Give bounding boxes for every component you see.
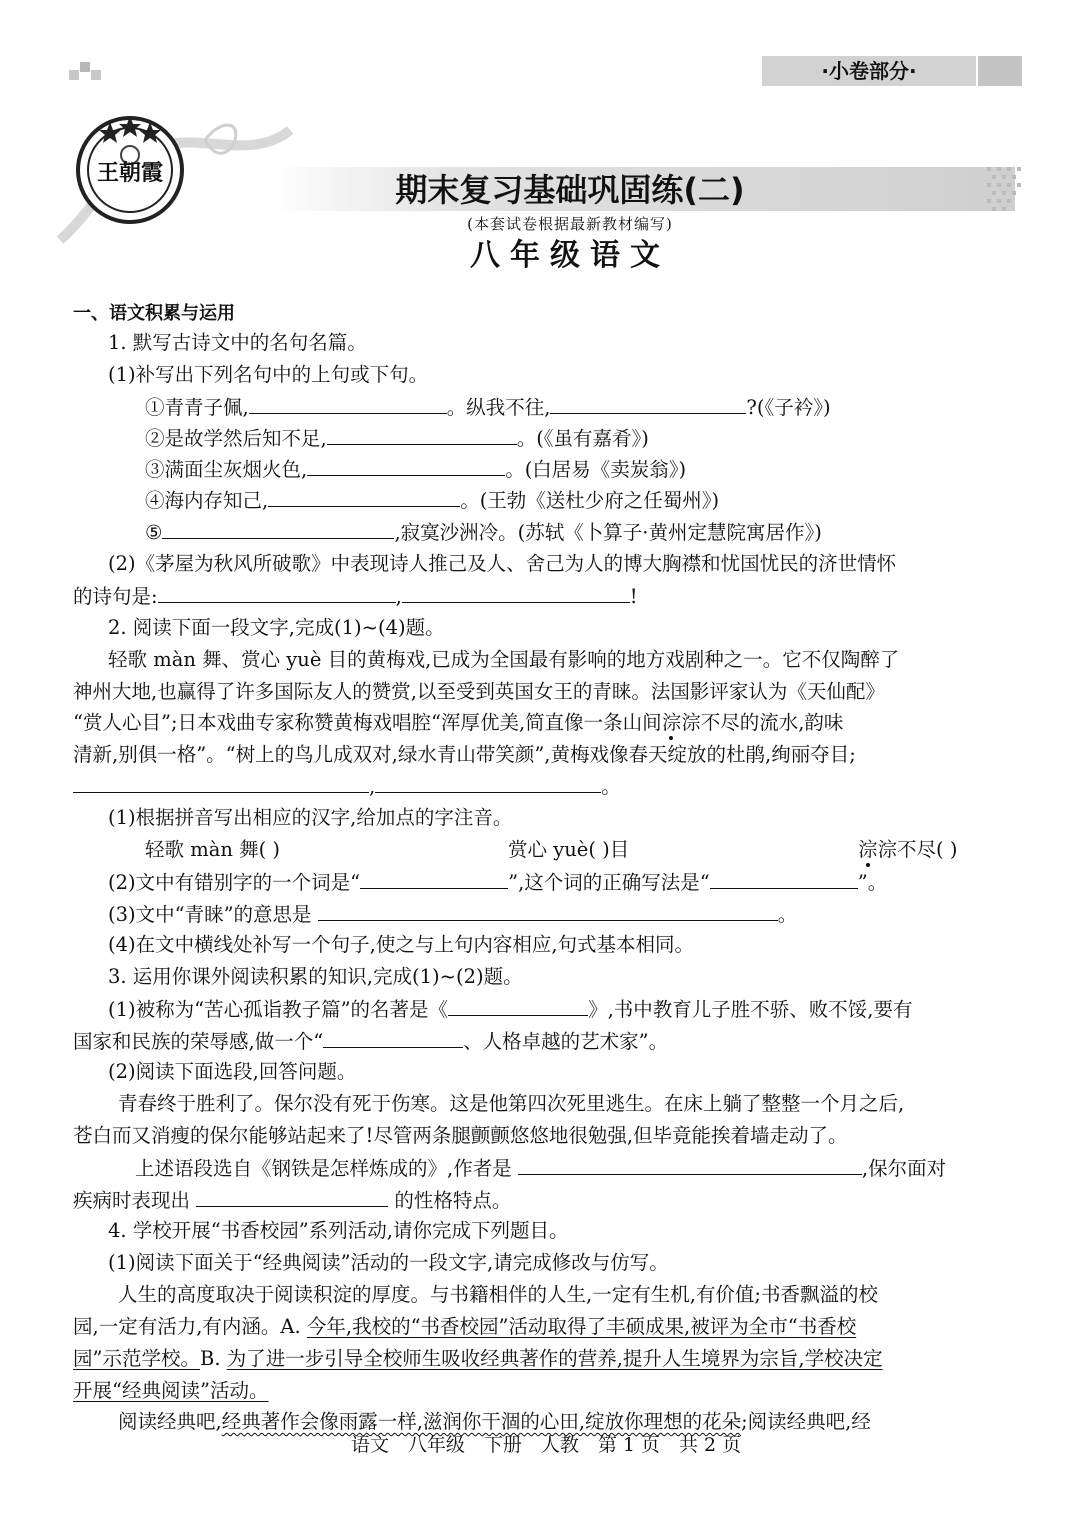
underlined-sentence-a: 今年,我校的“书香校园”活动取得了丰硕成果,被评为全市“书香校: [306, 1315, 857, 1338]
q4-passage: 园”示范学校。B. 为了进一步引导全校师生吸收经典著作的营养,提升人生境界为宗旨,学校决定: [73, 1347, 883, 1370]
q1-part2-answer: 的诗句是: , !: [73, 580, 638, 612]
answer-blank[interactable]: [318, 898, 778, 921]
answer-blank[interactable]: [307, 453, 505, 476]
section-badge: ·小卷部分·: [762, 56, 976, 86]
q2-passage: “赏人心目”;日本戏曲专家称赞黄梅戏唱腔“浑厚优美,简直像一条山间淙淙不尽的流水,韵味: [73, 711, 844, 734]
q4-passage: 园,一定有活力,有内涵。A. 今年,我校的“书香校园”活动取得了丰硕成果,被评为全市“书香校: [73, 1315, 857, 1338]
q1-item2: ②是故学然后知不足, 。(《虽有嘉肴》): [145, 422, 649, 454]
q1-stem: 1. 默写古诗文中的名句名篇。: [108, 331, 367, 354]
q4-sub1: (1)阅读下面关于“经典阅读”活动的一段文字,请完成修改与仿写。: [108, 1251, 669, 1274]
answer-blank[interactable]: [249, 391, 447, 414]
answer-blank[interactable]: [196, 1184, 388, 1207]
q4-passage: 人生的高度取决于阅读积淀的厚度。与书籍相伴的人生,一定有生机,有价值;书香飘溢的校: [118, 1283, 878, 1306]
answer-blank[interactable]: [73, 770, 369, 793]
q2-passage: 清新,别俱一格”。“树上的鸟儿成双对,绿水青山带笑颜”,黄梅戏像春天绽放的杜鹃,绚丽夺目;: [73, 743, 856, 766]
q1-part1: (1)补写出下列名句中的上句或下句。: [108, 363, 429, 386]
q4-passage: 阅读经典吧,经典著作会像雨露一样,滋润你干涸的心田,绽放你理想的花朵;阅读经典吧,经: [118, 1410, 871, 1433]
wavy-underlined-sentence: 经典著作会像雨露一样,滋润你干涸的心田,绽放你理想的花朵: [221, 1410, 742, 1433]
answer-blank[interactable]: [360, 866, 508, 889]
q3-sub1: (1)被称为“苦心孤诣教子篇”的名著是《 》,书中教育儿子胜不骄、败不馁,要有: [108, 993, 912, 1025]
q3-passage: 苍白而又消瘦的保尔能够站起来了!尽管两条腿颤颤悠悠地很勉强,但毕竟能挨着墙走动了。: [73, 1124, 848, 1147]
q2-sub1-b: 赏心 yuè( )目: [508, 838, 630, 861]
q1-item4: ④海内存知己, 。(王勃《送杜少府之任蜀州》): [145, 484, 719, 516]
q2-passage: 轻歌 màn 舞、赏心 yuè 目的黄梅戏,已成为全国最有影响的地方戏剧种之一。它不仅陶醉了: [108, 648, 900, 671]
q1-item1: ①青青子佩, 。纵我不往, ?(《子衿》): [145, 391, 831, 423]
underlined-sentence-b: 为了进一步引导全校师生吸收经典著作的营养,提升人生境界为宗旨,学校决定: [226, 1347, 883, 1370]
q2-sub1: (1)根据拼音写出相应的汉字,给加点的字注音。: [108, 806, 513, 829]
q1-part2: (2)《茅屋为秋风所破歌》中表现诗人推己及人、舍己为人的博大胸襟和忧国忧民的济世情怀: [108, 552, 897, 575]
page-title: 期末复习基础巩固练(二): [395, 171, 745, 209]
answer-blank[interactable]: [327, 422, 517, 445]
logo-text: 王朝霞: [96, 160, 163, 186]
q2-passage: 神州大地,也赢得了许多国际友人的赞赏,以至受到英国女王的青睐。法国影评家认为《天仙配》: [73, 680, 885, 703]
q1-item5: ⑤ ,寂寞沙洲冷。(苏轼《卜算子·黄州定慧院寓居作》): [145, 516, 822, 548]
section-heading: 一、语文积累与运用: [73, 303, 235, 324]
answer-blank[interactable]: [268, 484, 460, 507]
answer-blank[interactable]: [162, 516, 394, 539]
q2-stem: 2. 阅读下面一段文字,完成(1)~(4)题。: [108, 616, 445, 639]
answer-blank[interactable]: [402, 580, 630, 603]
q3-sub1-cont: 国家和民族的荣辱感,做一个“ 、人格卓越的艺术家”。: [73, 1025, 668, 1057]
q2-sub1-a: 轻歌 màn 舞( ): [145, 838, 280, 861]
page-footer: 语文 八年级 下册 人教 第 1 页 共 2 页: [350, 1434, 742, 1456]
deco-square: [80, 62, 90, 72]
dot-pattern: [985, 165, 1025, 213]
answer-blank[interactable]: [448, 993, 588, 1016]
answer-blank[interactable]: [375, 770, 601, 793]
q2-sub2: (2)文中有错别字的一个词是“ ”,这个词的正确写法是“ ”。: [108, 866, 887, 898]
q3-passage: 青春终于胜利了。保尔没有死于伤寒。这是他第四次死里逃生。在床上躺了整整一个月之后,: [118, 1092, 905, 1115]
q2-sub3: (3)文中“青睐”的意思是 。: [108, 898, 797, 930]
q3-question-cont: 疾病时表现出 的性格特点。: [73, 1184, 511, 1216]
answer-blank[interactable]: [710, 866, 858, 889]
subtitle: (本套试卷根据最新教材编写): [467, 215, 673, 233]
q3-sub2: (2)阅读下面选段,回答问题。: [108, 1060, 357, 1083]
deco-square: [69, 70, 79, 80]
q4-passage: 开展“经典阅读”活动。: [73, 1379, 269, 1402]
answer-blank[interactable]: [550, 391, 746, 414]
q4-stem: 4. 学校开展“书香校园”系列活动,请你完成下列题目。: [108, 1219, 569, 1242]
answer-blank[interactable]: [323, 1025, 463, 1048]
badge-tab: [978, 56, 1022, 86]
q2-sub4: (4)在文中横线处补写一个句子,使之与上句内容相应,句式基本相同。: [108, 933, 695, 956]
q1-item3: ③满面尘灰烟火色, 。(白居易《卖炭翁》): [145, 453, 686, 485]
q3-stem: 3. 运用你课外阅读积累的知识,完成(1)~(2)题。: [108, 965, 523, 988]
q3-question: 上述语段选自《钢铁是怎样炼成的》,作者是 ,保尔面对: [135, 1152, 946, 1184]
q2-sub1-c: 淙淙不尽( ): [858, 838, 958, 861]
grade-subject: 八年级语文: [470, 238, 670, 273]
q2-passage-blank: , 。: [73, 770, 621, 802]
answer-blank[interactable]: [158, 580, 396, 603]
deco-square: [91, 70, 101, 80]
answer-blank[interactable]: [518, 1152, 862, 1175]
